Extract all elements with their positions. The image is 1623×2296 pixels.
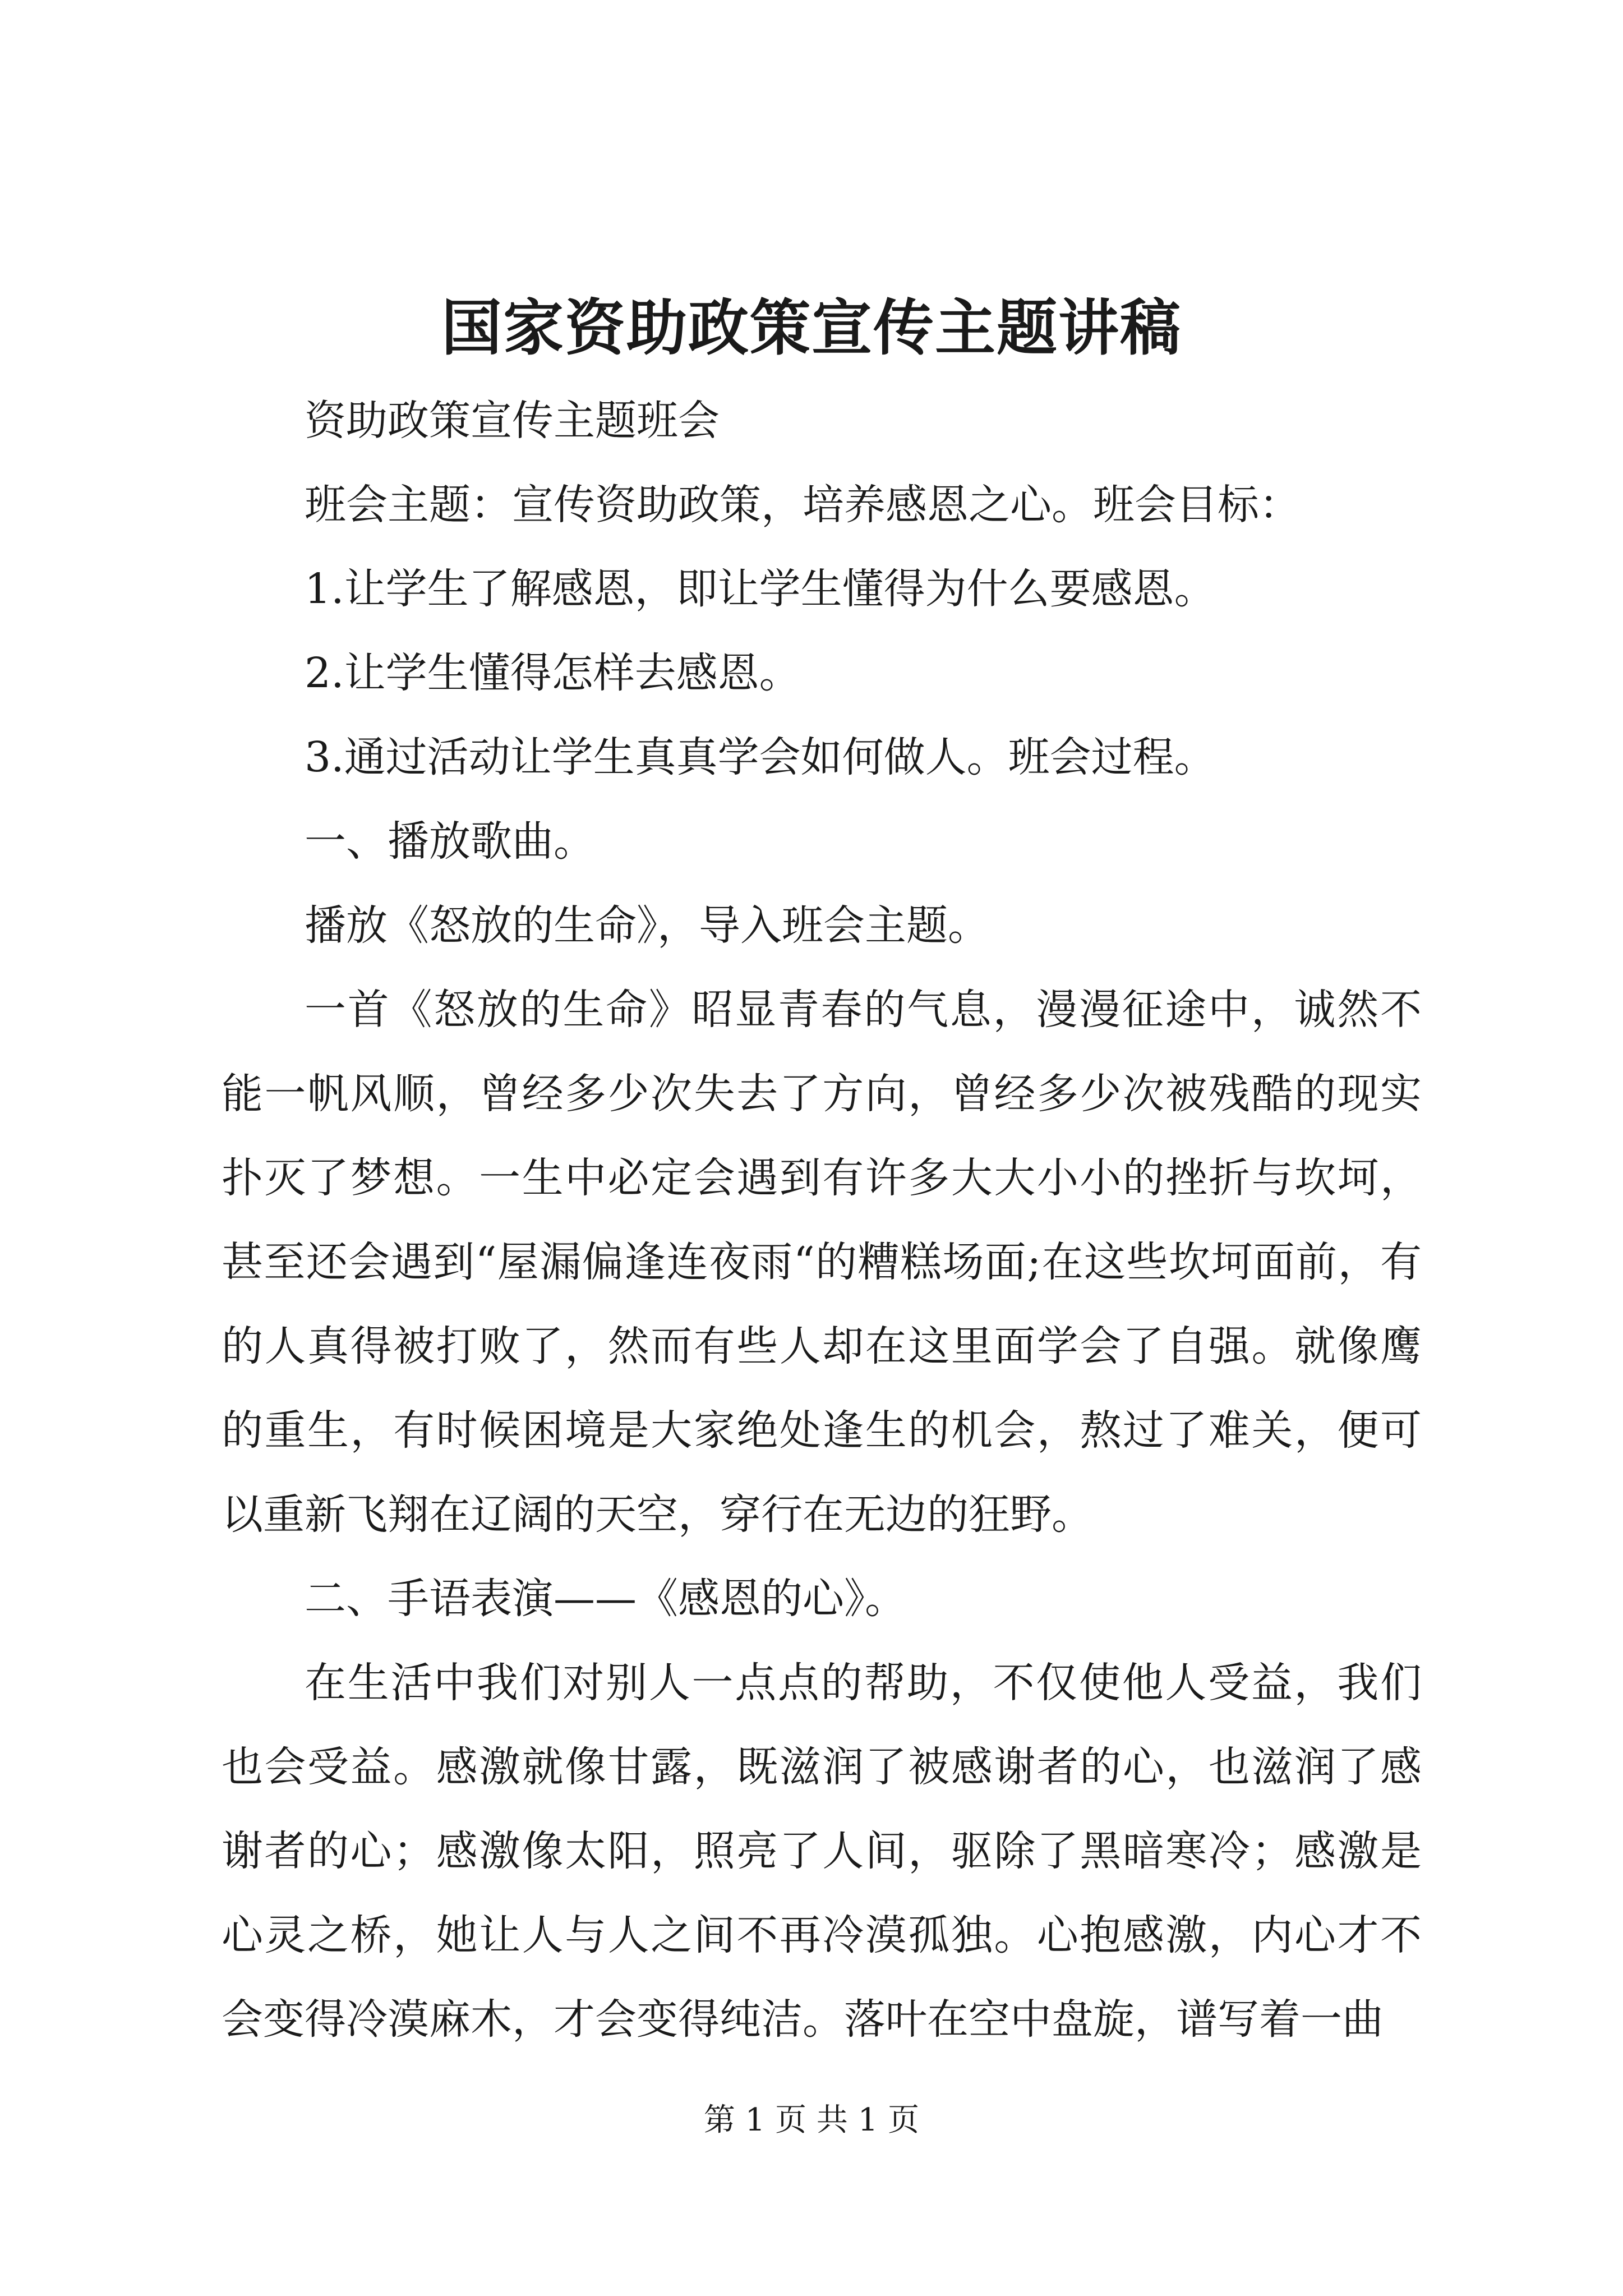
paragraph-song-reflection: 一首《怒放的生命》昭显青春的气息，漫漫征途中，诚然不能一帆风顺，曾经多少次失去了方向，曾经多少次被残酷的现实扑灭了梦想。一生中必定会遇到有许多大大小小的挫折与坎坷，甚至还会遇到“屋漏偏逢连夜雨“的糟糕场面;在这些坎坷面前，有的人真得被打败了，然而有些人却在这里面学会了自强。就像鹰的重生，有时候困境是大家绝处逢生的机会，熬过了难关，便可以重新飞翔在辽阔的天空，穿行在无边的狂野。	[222, 986, 1422, 1539]
page-footer: 第 1 页 共 1 页	[703, 2102, 920, 2138]
paragraph-goal-3: 3.通过活动让学生真真学会如何做人。班会过程。	[305, 733, 1216, 781]
paragraph-theme: 班会主题：宣传资助政策，培养感恩之心。班会目标：	[305, 481, 1301, 529]
document-body	[222, 379, 1422, 2062]
paragraph-goal-1: 1.让学生了解感恩，即让学生懂得为什么要感恩。	[305, 565, 1216, 613]
document-title: 国家资助政策宣传主题讲稿	[441, 293, 1182, 364]
section-heading-1: 一、播放歌曲。	[305, 817, 595, 866]
paragraph-gratitude: 在生活中我们对别人一点点的帮助，不仅使他人受益，我们也会受益。感激就像甘露，既滋润了被感谢者的心，也滋润了感谢者的心；感激像太阳，照亮了人间，驱除了黑暗寒冷；感激是心灵之桥，她让人与人之间不再冷漠孤独。心抱感激，内心才不会变得冷漠麻木，才会变得纯洁。落叶在空中盘旋，谱写着一曲	[222, 1659, 1422, 2044]
paragraph-subtitle: 资助政策宣传主题班会	[305, 397, 720, 445]
paragraph-play-song: 播放《怒放的生命》，导入班会主题。	[305, 901, 989, 950]
section-heading-2: 二、手语表演——《感恩的心》。	[305, 1575, 906, 1623]
paragraph-goal-2: 2.让学生懂得怎样去感恩。	[305, 649, 801, 697]
